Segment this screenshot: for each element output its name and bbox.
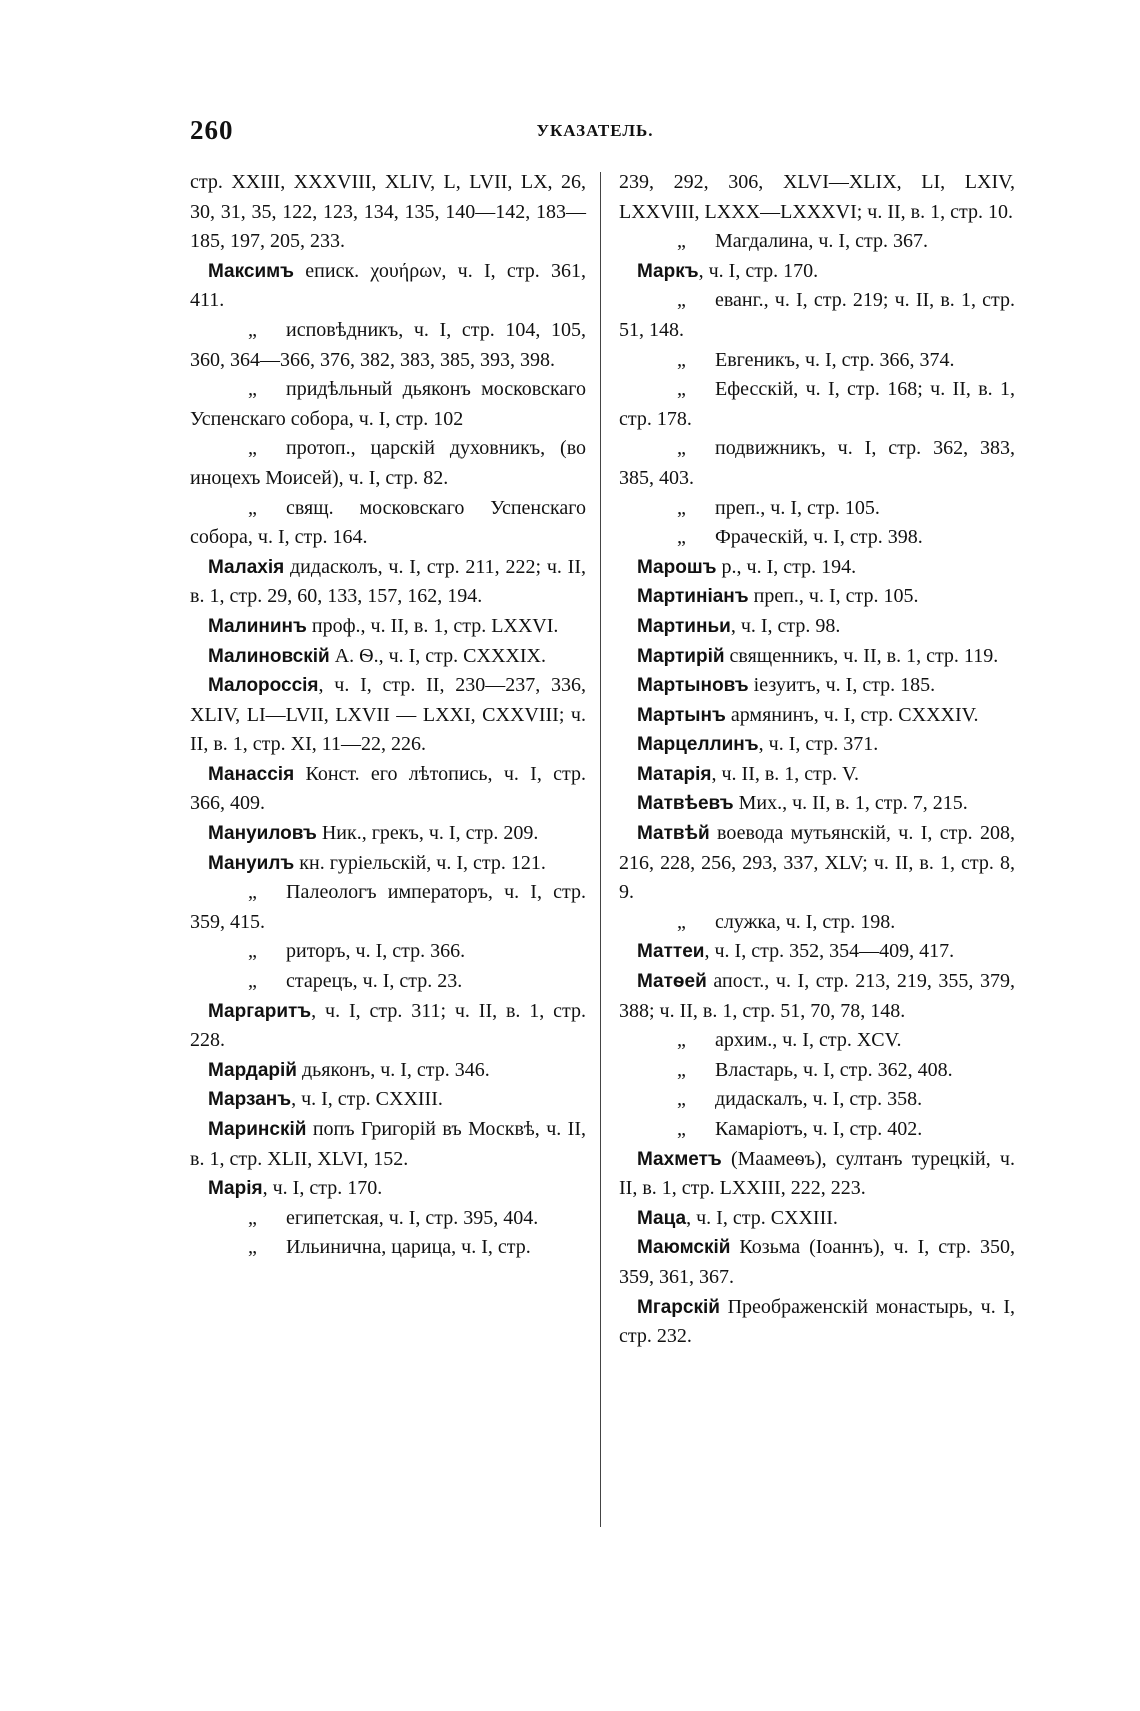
entry-text: , ч. I, стр. 371. — [758, 733, 879, 756]
entry-text: Камаріотъ, ч. I, стр. 402. — [715, 1118, 923, 1140]
index-entry — [190, 760, 586, 819]
entry-text: придѣльный дьяконъ московскаго Успенскаго собора, ч. I, стр. 102 — [190, 378, 586, 430]
running-title: УКАЗАТЕЛЬ. — [536, 121, 654, 140]
entry-text: риторъ, ч. I, стр. 366. — [286, 940, 466, 963]
entry-text: Ильинична, царица, ч. I, стр. — [286, 1236, 531, 1259]
entry-text: еванг., ч. I, стр. 219; ч. II, в. 1, стр. 51, 148. — [619, 289, 1015, 341]
index-entry — [619, 967, 1015, 1026]
index-entry — [190, 1085, 586, 1115]
entry-headword: Маргаритъ — [208, 1000, 312, 1022]
index-entry — [190, 1204, 586, 1234]
entry-headword: Маюмскій — [637, 1237, 731, 1259]
ditto-mark: „ — [677, 910, 686, 933]
ditto-mark: „ — [677, 348, 686, 371]
ditto-mark: „ — [677, 437, 686, 460]
index-entry — [190, 612, 586, 642]
entry-text: Палеологъ императоръ, ч. I, стр. 359, 415. — [190, 881, 586, 933]
entry-text: Конст. его лѣтопись, ч. I, стр. 366, 409. — [190, 762, 586, 815]
index-entry — [190, 494, 586, 553]
index-column-right — [619, 168, 1015, 1352]
ditto-mark: „ — [248, 1236, 257, 1259]
entry-headword: Манассія — [208, 763, 295, 785]
index-entry — [619, 286, 1015, 345]
entry-text: , ч. I, стр. 170. — [698, 259, 819, 282]
entry-text: преп., ч. I, стр. 105. — [748, 585, 919, 608]
entry-headword: Марошъ — [637, 556, 717, 578]
entry-text: Евгеникъ, ч. I, стр. 366, 374. — [715, 348, 955, 371]
index-entry — [190, 1233, 586, 1263]
entry-text: попъ Григорій въ Москвѣ, ч. II, в. 1, стр. XLII, XLVI, 152. — [190, 1118, 586, 1170]
entry-text: Преображенскій монастырь, ч. I, стр. 232. — [619, 1295, 1015, 1348]
entry-text: воевода мутьянскій, ч. I, стр. 208, 216, 228, 256, 293, 337, XLV; ч. II, в. 1, стр. 8, 9. — [619, 822, 1015, 904]
index-entry — [619, 494, 1015, 524]
index-entry — [190, 997, 586, 1056]
index-entry — [619, 671, 1015, 701]
entry-headword: Маца — [637, 1207, 687, 1229]
entry-headword: Малининъ — [208, 615, 307, 637]
entry-headword: Мгарскій — [637, 1296, 720, 1318]
index-entry — [619, 346, 1015, 376]
index-entry — [190, 849, 586, 879]
entry-text: , ч. I, стр. 170. — [262, 1177, 383, 1200]
ditto-mark: „ — [677, 1088, 686, 1111]
index-entry — [619, 1115, 1015, 1145]
entry-text: А. Ѳ., ч. I, стр. CXXXIX. — [329, 644, 546, 667]
index-entry — [190, 375, 586, 434]
index-entry — [619, 257, 1015, 287]
entry-text: Ефесскій, ч. I, стр. 168; ч. II, в. 1, стр. 178. — [619, 378, 1015, 430]
entry-headword: Мануиловъ — [208, 823, 317, 845]
index-entry — [619, 908, 1015, 938]
ditto-mark: „ — [677, 1118, 686, 1140]
entry-headword: Маринскій — [208, 1119, 307, 1140]
entry-headword: Маркъ — [637, 260, 699, 282]
entry-text: кн. гуріельскій, ч. I, стр. 121. — [294, 851, 546, 874]
entry-headword: Мартыновъ — [637, 675, 749, 697]
index-entry — [619, 1026, 1015, 1056]
entry-headword: Мануилъ — [208, 852, 295, 874]
ditto-mark: „ — [248, 881, 257, 904]
entry-headword: Малиновскій — [208, 645, 330, 667]
index-entry — [619, 819, 1015, 908]
entry-text: апост., ч. I, стр. 213, 219, 355, 379, 388; ч. II, в. 1, стр. 51, 70, 78, 148. — [619, 970, 1015, 1022]
index-entry — [190, 819, 586, 849]
entry-text: , ч. I, стр. 352, 354—409, 417. — [704, 940, 955, 963]
index-entry — [619, 1293, 1015, 1352]
ditto-mark: „ — [677, 526, 686, 549]
index-entry — [619, 375, 1015, 434]
entry-text: Мих., ч. II, в. 1, стр. 7, 215. — [733, 792, 968, 815]
entry-headword: Малахія — [208, 556, 285, 578]
index-entry — [190, 937, 586, 967]
entry-text: , ч. I, стр. 311; ч. II, в. 1, стр. 228. — [190, 999, 586, 1052]
index-entry — [190, 257, 586, 316]
entry-headword: Малороссія — [208, 675, 319, 697]
ditto-mark: „ — [248, 318, 257, 341]
ditto-mark: „ — [677, 289, 686, 312]
index-entry — [619, 1056, 1015, 1086]
entry-text: р., ч. I, стр. 194. — [716, 555, 857, 578]
entry-headword: Мардарій — [208, 1059, 297, 1081]
entry-text: Властарь, ч. I, стр. 362, 408. — [715, 1058, 953, 1081]
ditto-mark: „ — [677, 1058, 686, 1081]
ditto-mark: „ — [677, 1029, 686, 1052]
ditto-mark: „ — [677, 230, 686, 253]
entry-text: 239, 292, 306, XLVI—XLIX, LI, LXIV, LXXVIII, LXXX—LXXXVI; ч. II, в. 1, стр. 10. — [619, 171, 1015, 223]
entry-headword: Матвѣй — [637, 823, 710, 845]
entry-headword: Матарія — [637, 763, 712, 785]
index-entry — [190, 1174, 586, 1204]
index-entry — [190, 1056, 586, 1086]
ditto-mark: „ — [248, 378, 257, 401]
entry-headword: Матвѣевъ — [637, 793, 734, 815]
index-entry — [190, 553, 586, 612]
entry-text: , ч. I, стр. II, 230—237, 336, XLIV, LI—LVII, LXVII — LXXI, CXXVIII; ч. II, в. 1, стр. XI, 11—22, 226. — [190, 674, 586, 756]
entry-text: Фраческій, ч. I, стр. 398. — [715, 526, 923, 549]
entry-headword: Марія — [208, 1178, 263, 1200]
entry-text: армянинъ, ч. I, стр. CXXXIV. — [725, 703, 979, 726]
index-entry — [619, 701, 1015, 731]
index-entry — [619, 1204, 1015, 1234]
entry-headword: Мартиніанъ — [637, 586, 749, 608]
index-entry — [619, 937, 1015, 967]
index-entry — [190, 168, 586, 257]
entry-text: дидаскалъ, ч. I, стр. 358. — [715, 1088, 923, 1111]
entry-text: стр. XXIII, XXXVIII, XLIV, L, LVII, LX, 26, 30, 31, 35, 122, 123, 134, 135, 140—142, 183—185, 197, 205, 233. — [190, 171, 586, 253]
index-entry — [190, 1115, 586, 1174]
entry-text: Магдалина, ч. I, стр. 367. — [715, 230, 928, 253]
entry-text: дьяконъ, ч. I, стр. 346. — [296, 1058, 490, 1081]
index-entry — [619, 553, 1015, 583]
ditto-mark: „ — [248, 970, 257, 993]
entry-text: служка, ч. I, стр. 198. — [715, 910, 896, 933]
index-entry — [619, 523, 1015, 553]
ditto-mark: „ — [248, 496, 257, 519]
entry-headword: Мартиньи — [637, 615, 731, 637]
entry-headword: Матѳей — [637, 971, 707, 993]
entry-text: преп., ч. I, стр. 105. — [715, 496, 880, 519]
entry-text: , ч. II, в. 1, стр. V. — [711, 762, 860, 785]
ditto-mark: „ — [677, 496, 686, 519]
ditto-mark: „ — [248, 940, 257, 963]
entry-text: священникъ, ч. II, в. 1, стр. 119. — [724, 644, 999, 667]
ditto-mark: „ — [248, 1206, 257, 1229]
index-entry — [619, 760, 1015, 790]
entry-headword: Махметъ — [637, 1148, 722, 1170]
page-number: 260 — [190, 115, 234, 145]
index-entry — [190, 967, 586, 997]
entry-text: египетская, ч. I, стр. 395, 404. — [286, 1206, 539, 1229]
ditto-mark: „ — [677, 378, 686, 401]
column-divider — [600, 172, 601, 1527]
index-entry — [619, 1085, 1015, 1115]
entry-text: Козьма (Іоаннъ), ч. I, стр. 350, 359, 361, 367. — [619, 1236, 1015, 1288]
index-entry — [619, 227, 1015, 257]
entry-text: свящ. московскаго Успенскаго собора, ч. I, стр. 164. — [190, 496, 586, 549]
index-entry — [619, 434, 1015, 493]
entry-text: протоп., царскій духовникъ, (во иноцехъ Моисей), ч. I, стр. 82. — [190, 437, 586, 489]
index-entry — [190, 642, 586, 672]
index-entry — [190, 878, 586, 937]
entry-text: , ч. I, стр. 98. — [730, 614, 841, 637]
index-entry — [619, 1145, 1015, 1204]
entry-headword: Мартынъ — [637, 704, 726, 726]
entry-text: іезуитъ, ч. I, стр. 185. — [748, 674, 936, 697]
index-entry — [619, 789, 1015, 819]
entry-text: , ч. I, стр. CXXIII. — [686, 1206, 838, 1229]
index-entry — [619, 1233, 1015, 1292]
entry-text: старецъ, ч. I, стр. 23. — [286, 970, 463, 993]
entry-text: дидасколъ, ч. I, стр. 211, 222; ч. II, в. 1, стр. 29, 60, 133, 157, 162, 194. — [190, 555, 586, 608]
entry-text: подвижникъ, ч. I, стр. 362, 383, 385, 403. — [619, 437, 1015, 489]
entry-headword: Марцеллинъ — [637, 734, 759, 756]
index-entry — [619, 582, 1015, 612]
index-entry — [619, 642, 1015, 672]
index-entry — [190, 316, 586, 375]
entry-headword: Маттеи — [637, 941, 705, 963]
entry-headword: Марзанъ — [208, 1089, 292, 1111]
entry-text: , ч. I, стр. CXXIII. — [291, 1088, 443, 1111]
index-entry — [619, 612, 1015, 642]
entry-text: еписк. χουήρων, ч. I, стр. 361, 411. — [190, 259, 586, 312]
entry-headword: Мартирій — [637, 645, 725, 667]
index-entry — [190, 434, 586, 493]
entry-text: Ник., грекъ, ч. I, стр. 209. — [316, 822, 539, 845]
index-entry — [619, 168, 1015, 227]
entry-text: архим., ч. I, стр. XCV. — [715, 1029, 902, 1052]
entry-text: исповѣдникъ, ч. I, стр. 104, 105, 360, 364—366, 376, 382, 383, 385, 393, 398. — [190, 318, 586, 371]
index-column-left — [190, 168, 586, 1263]
index-entry — [190, 671, 586, 760]
entry-text: (Маамеѳъ), султанъ турецкій, ч. II, в. 1, стр. LXXIII, 222, 223. — [619, 1147, 1015, 1200]
ditto-mark: „ — [248, 437, 257, 460]
entry-headword: Максимъ — [208, 260, 295, 282]
entry-text: проф., ч. II, в. 1, стр. LXXVI. — [306, 614, 559, 637]
index-entry — [619, 730, 1015, 760]
